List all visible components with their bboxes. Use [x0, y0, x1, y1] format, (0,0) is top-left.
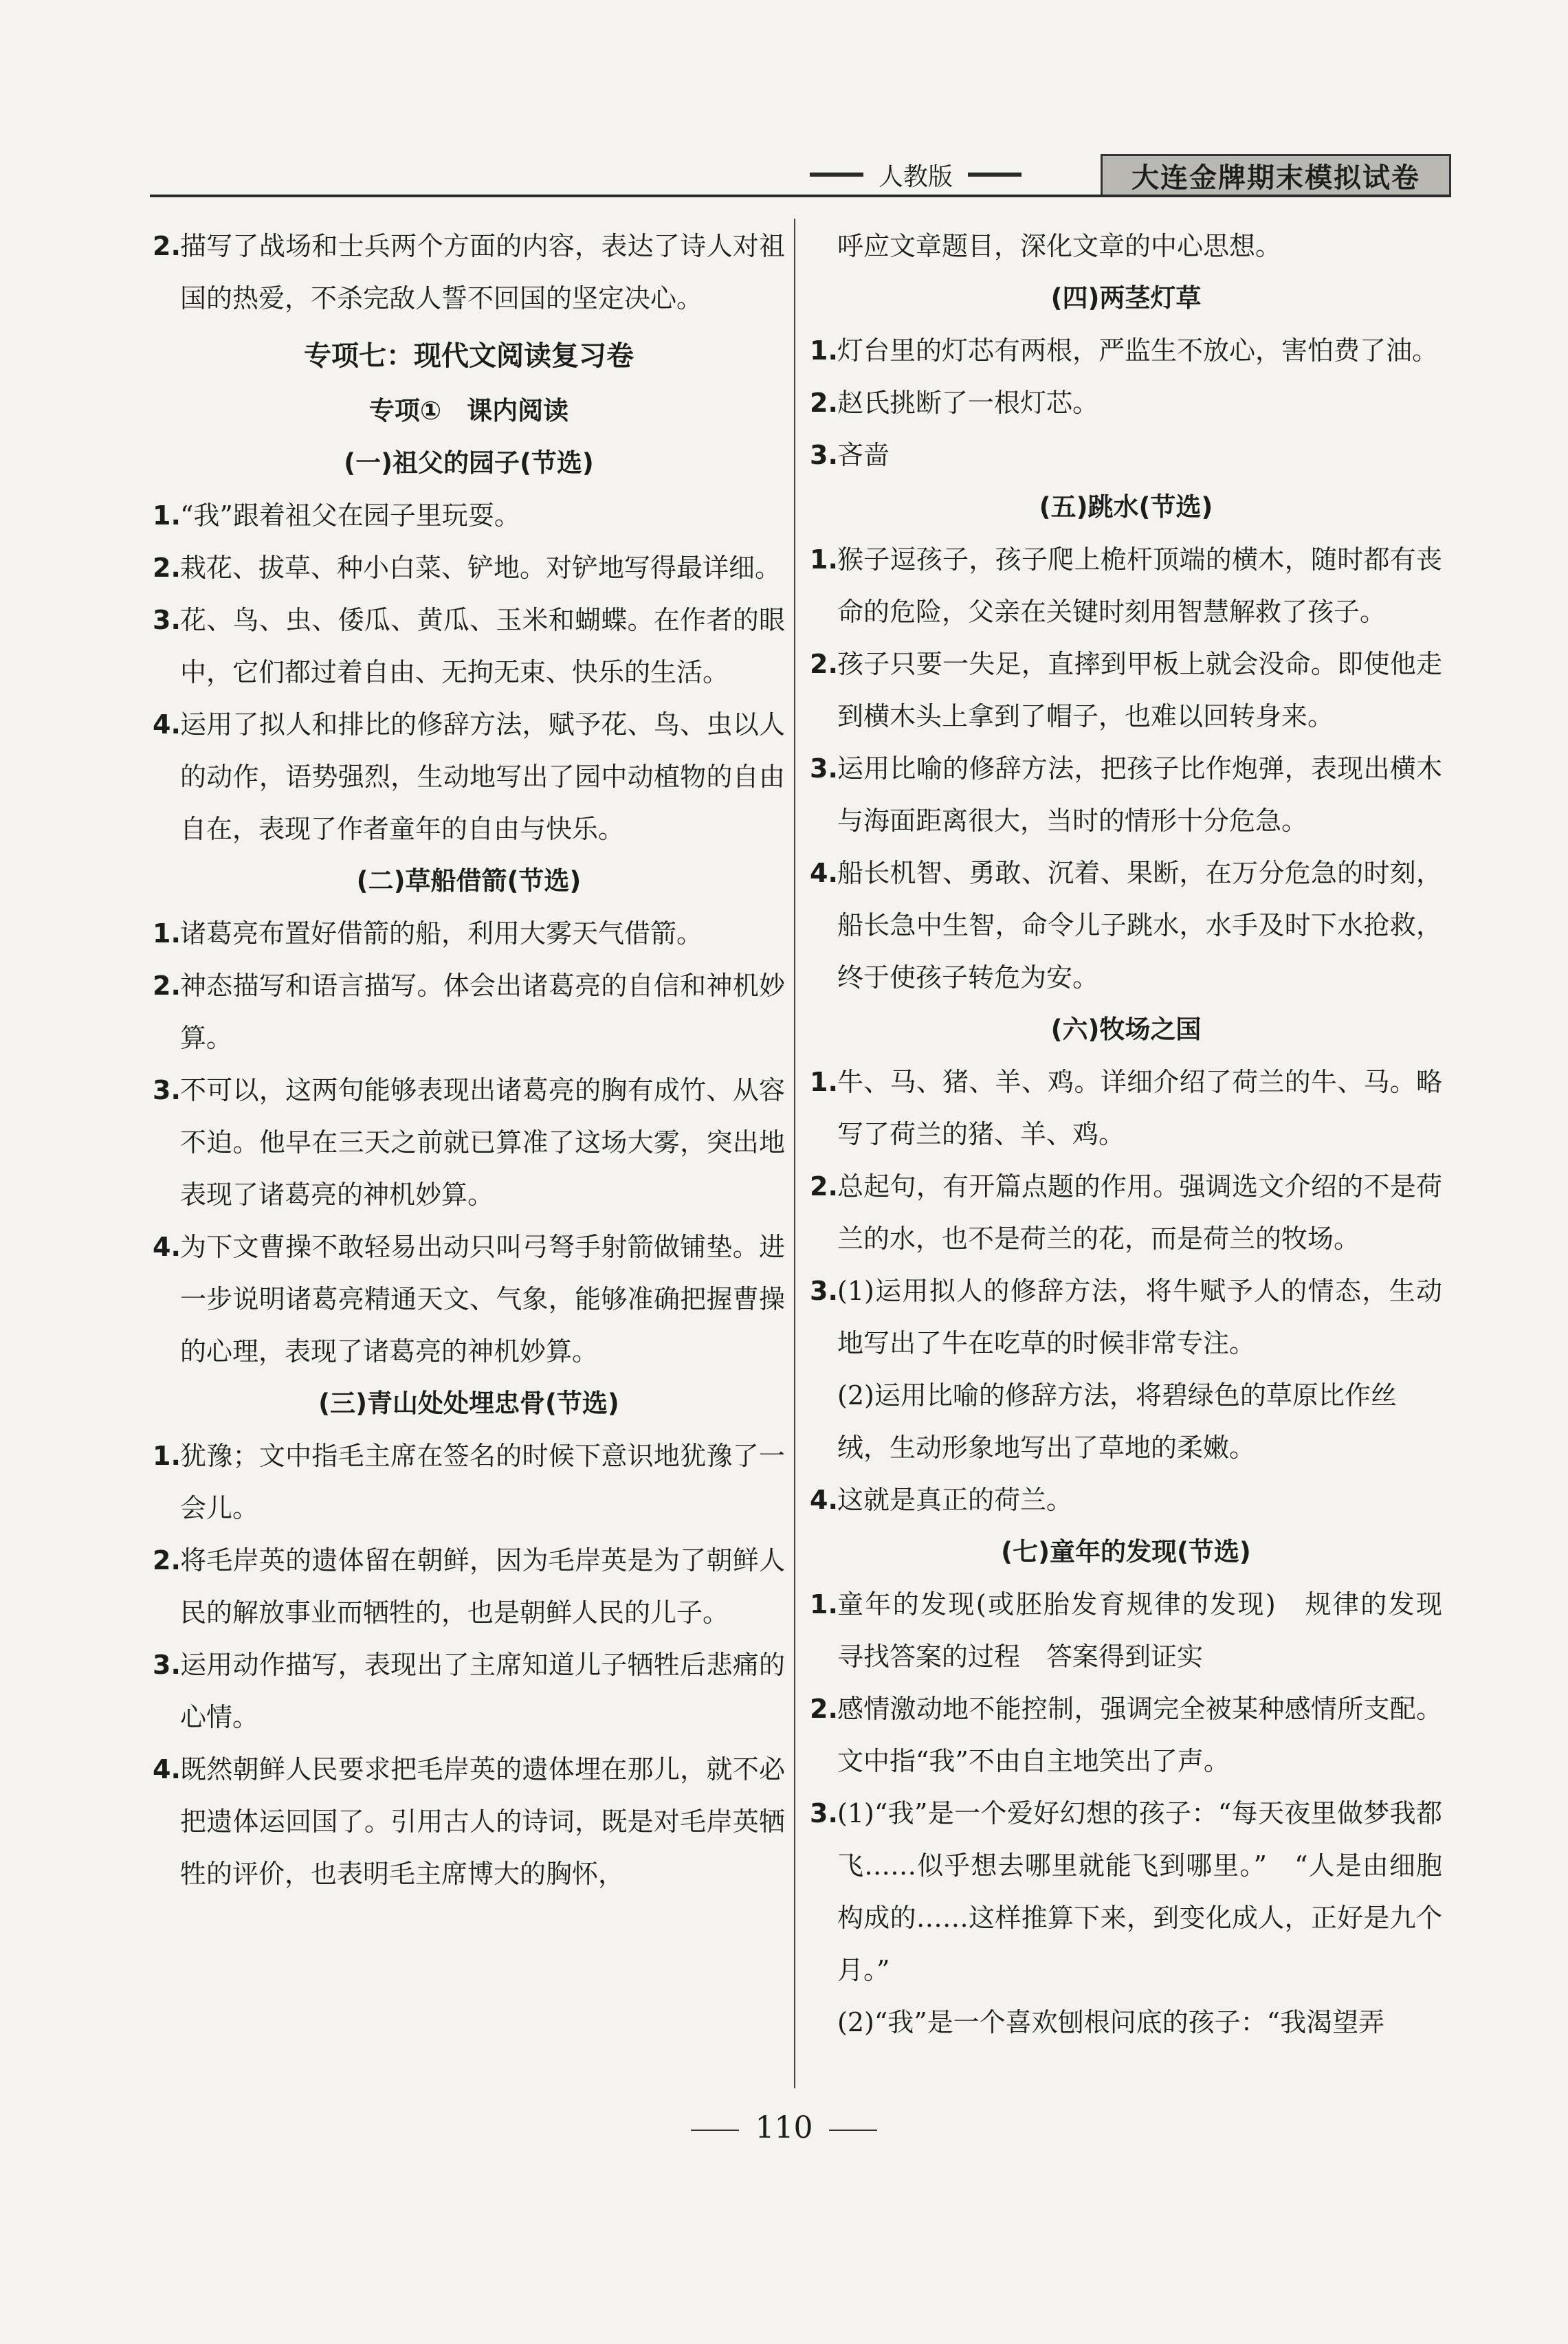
answer-number: 4.: [153, 1232, 181, 1262]
answer-item: [810, 1265, 1442, 1369]
answer-item: [810, 1056, 1442, 1160]
answer-number: 2.: [153, 971, 181, 1001]
answer-item: [153, 1064, 785, 1221]
answer-item: [810, 324, 1442, 377]
answer-number: 4.: [810, 1485, 838, 1515]
answer-text: 感情激动地不能控制，强调完全被某种感情所支配。文中指“我”不由自主地笑出了声。: [837, 1694, 1442, 1776]
group-title: (二)草船借箭(节选): [356, 866, 582, 896]
answer-text: 猴子逗孩子，孩子爬上桅杆顶端的横木，随时都有丧命的危险，父亲在关键时刻用智慧解救了孩子。: [837, 544, 1442, 627]
answer-number: 2.: [810, 1171, 838, 1202]
answer-item: [810, 742, 1442, 847]
answer-item: [153, 1743, 785, 1900]
series-title: 大连金牌期末模拟试卷: [1101, 154, 1451, 197]
answer-item: [153, 594, 785, 698]
answer-text: 既然朝鲜人民要求把毛岸英的遗体埋在那儿，就不必把遗体运回国了。引用古人的诗词，既是对毛岸英牺牲的评价，也表明毛主席博大的胸怀，: [180, 1754, 785, 1889]
subsection-title: 专项① 课内阅读: [368, 396, 569, 425]
group-title: (一)祖父的园子(节选): [344, 448, 594, 478]
answer-text: 将毛岸英的遗体留在朝鲜，因为毛岸英是为了朝鲜人民的解放事业而牺牲的，也是朝鲜人民的儿子。: [180, 1545, 785, 1628]
answer-text: 花、鸟、虫、倭瓜、黄瓜、玉米和蝴蝶。在作者的眼中，它们都过着自由、无拘无束、快乐的生活。: [180, 605, 785, 687]
page-number: 110: [755, 2110, 813, 2145]
answer-number: 2.: [810, 388, 838, 418]
answer-number: 3.: [153, 605, 181, 635]
group-title: (三)青山处处埋忠骨(节选): [318, 1389, 619, 1418]
page-header: [150, 153, 1451, 197]
answer-item: [153, 1430, 785, 1534]
group-title: (六)牧场之国: [1050, 1015, 1202, 1044]
answer-text: 犹豫；文中指毛主席在签名的时候下意识地犹豫了一会儿。: [180, 1441, 785, 1523]
answer-number: 2.: [153, 1545, 181, 1575]
answer-number: 3.: [810, 1798, 838, 1828]
answer-item: [810, 638, 1442, 742]
right-column: [810, 220, 1469, 2048]
answer-number: 3.: [153, 1650, 181, 1680]
answer-text: 栽花、拔草、种小白菜、铲地。对铲地写得最详细。: [180, 553, 782, 583]
answer-number: 2.: [153, 553, 181, 583]
answer-item: [153, 698, 785, 855]
answer-item: [153, 542, 785, 594]
answer-number: 2.: [810, 1694, 838, 1724]
answer-item: [153, 1639, 785, 1743]
answer-number: 4.: [153, 1754, 181, 1784]
answer-subpart: (2)“我”是一个喜欢刨根问底的孩子：“我渴望弄: [837, 2007, 1385, 2037]
answer-text: 总起句，有开篇点题的作用。强调选文介绍的不是荷兰的水，也不是荷兰的花，而是荷兰的牧场。: [837, 1171, 1442, 1254]
answer-number: 3.: [810, 440, 838, 470]
answer-text: 为下文曹操不敢轻易出动只叫弓弩手射箭做铺垫。进一步说明诸葛亮精通天文、气象，能够准确把握曹操的心理，表现了诸葛亮的神机妙算。: [180, 1232, 785, 1367]
edition-label: 人教版: [879, 162, 953, 191]
answer-number: 1.: [153, 918, 181, 949]
answer-number: 1.: [810, 544, 838, 575]
answer-item: [810, 1683, 1442, 1787]
edition-label-group: [810, 153, 1022, 197]
section-title: 专项七：现代文阅读复习卷: [304, 340, 634, 372]
continued-text: 呼应文章题目，深化文章的中心思想。: [837, 231, 1282, 261]
answer-number: 4.: [810, 858, 838, 888]
footer-dash-right: [829, 2130, 877, 2131]
answer-number: 1.: [810, 335, 838, 366]
answer-item: [810, 1787, 1442, 1996]
header-bar-left: [810, 173, 863, 177]
group-title: (四)两茎灯草: [1050, 283, 1202, 313]
answer-text: 运用动作描写，表现出了主席知道儿子牺牲后悲痛的心情。: [180, 1650, 785, 1732]
answer-text: 不可以，这两句能够表现出诸葛亮的胸有成竹、从容不迫。他早在三天之前就已算准了这场大雾，突出地表现了诸葛亮的神机妙算。: [180, 1075, 785, 1210]
header-bar-right: [968, 173, 1022, 177]
page-footer: [0, 2110, 1568, 2145]
answer-subpart: (2)运用比喻的修辞方法，将碧绿色的草原比作丝绒，生动形象地写出了草地的柔嫩。: [837, 1380, 1397, 1463]
answer-item: [810, 847, 1442, 1004]
answer-text: 这就是真正的荷兰。: [837, 1485, 1073, 1515]
answer-item: [153, 489, 785, 542]
answer-text: 童年的发现(或胚胎发育规律的发现) 规律的发现 寻找答案的过程 答案得到证实: [837, 1589, 1469, 1672]
answer-number: 3.: [810, 1276, 838, 1306]
footer-dash-left: [691, 2130, 739, 2131]
column-divider: [794, 219, 795, 2088]
group-title: (五)跳水(节选): [1039, 492, 1213, 522]
answer-item: [153, 220, 785, 324]
group-title: (七)童年的发现(节选): [1001, 1537, 1251, 1567]
answer-item: [153, 1534, 785, 1639]
answer-text: 描写了战场和士兵两个方面的内容，表达了诗人对祖国的热爱，不杀完敌人誓不回国的坚定决心。: [180, 231, 785, 313]
answer-item: [810, 533, 1442, 638]
answer-text: (1)“我”是一个爱好幻想的孩子：“每天夜里做梦我都飞……似乎想去哪里就能飞到哪里。” “人是由细胞构成的……这样推算下来，到变化成人，正好是九个月。”: [837, 1798, 1442, 1985]
answer-text: 灯台里的灯芯有两根，严监生不放心，害怕费了油。: [837, 335, 1439, 366]
answer-text: 运用了拟人和排比的修辞方法，赋予花、鸟、虫以人的动作，语势强烈，生动地写出了园中动植物的自由自在，表现了作者童年的自由与快乐。: [180, 709, 785, 844]
answer-number: 2.: [153, 231, 181, 261]
answer-number: 4.: [153, 709, 181, 740]
answer-item: [810, 1160, 1442, 1265]
answer-item: [810, 429, 1442, 481]
answer-number: 1.: [153, 1441, 181, 1471]
answer-item: [810, 377, 1442, 429]
answer-text: (1)运用拟人的修辞方法，将牛赋予人的情态，生动地写出了牛在吃草的时候非常专注。: [837, 1276, 1442, 1358]
answer-number: 3.: [810, 753, 838, 784]
answer-item: [153, 1221, 785, 1378]
answer-text: 诸葛亮布置好借箭的船，利用大雾天气借箭。: [180, 918, 703, 949]
answer-text: 孩子只要一失足，直摔到甲板上就会没命。即使他走到横木头上拿到了帽子，也难以回转身来。: [837, 649, 1442, 731]
answer-number: 1.: [810, 1067, 838, 1097]
answer-text: “我”跟着祖父在园子里玩耍。: [180, 500, 520, 531]
answer-number: 2.: [810, 649, 838, 679]
answer-number: 1.: [810, 1589, 838, 1619]
header-rule: [150, 195, 1451, 197]
answer-item: [153, 960, 785, 1064]
answer-item: [153, 907, 785, 960]
answer-text: 吝啬: [837, 440, 890, 470]
answer-item: [810, 1578, 1469, 1683]
answer-text: 船长机智、勇敢、沉着、果断，在万分危急的时刻，船长急中生智，命令儿子跳水，水手及时下水抢救，终于使孩子转危为安。: [837, 858, 1442, 993]
answer-number: 1.: [153, 500, 181, 531]
answer-text: 运用比喻的修辞方法，把孩子比作炮弹，表现出横木与海面距离很大，当时的情形十分危急。: [837, 753, 1442, 836]
answer-text: 赵氏挑断了一根灯芯。: [837, 388, 1099, 418]
answer-text: 神态描写和语言描写。体会出诸葛亮的自信和神机妙算。: [180, 971, 785, 1053]
answer-item: [810, 1474, 1442, 1526]
left-column: [153, 220, 785, 1900]
answer-number: 3.: [153, 1075, 181, 1105]
answer-text: 牛、马、猪、羊、鸡。详细介绍了荷兰的牛、马。略写了荷兰的猪、羊、鸡。: [837, 1067, 1442, 1149]
